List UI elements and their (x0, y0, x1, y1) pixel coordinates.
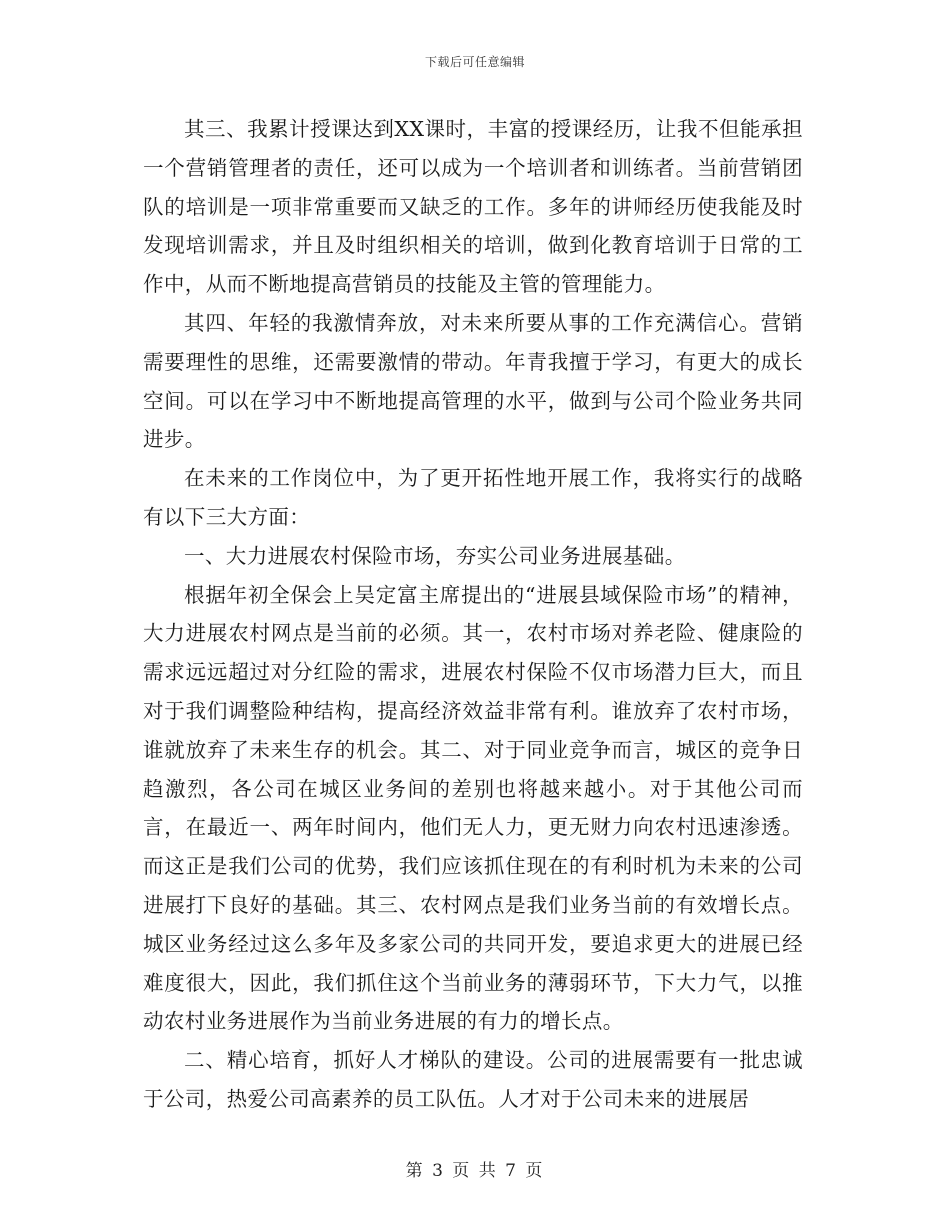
footer-total-pages: 7 (505, 1161, 518, 1181)
page-header: 下载后可任意编辑 (424, 55, 525, 69)
footer-page-number: 3 (432, 1161, 445, 1181)
paragraph-2: 其四、年轻的我激情奔放，对未来所要从事的工作充满信心。营销需要理性的思维，还需要激情的带动。年青我擅于学习，有更大的成长空间。可以在学习中不断地提高管理的水平，做到与公司个险业务共同进步。 (143, 310, 803, 452)
paragraph-1: 其三、我累计授课达到XX课时，丰富的授课经历，让我不但能承担一个营销管理者的责任，还可以成为一个培训者和训练者。当前营销团队的培训是一项非常重要而又缺乏的工作。多年的讲师经历使我能及时发现培训需求，并且及时组织相关的培训，做到化教育培训于日常的工作中，从而不断地提高营销员的技能及主管的管理能力。 (143, 117, 803, 297)
page-footer (0, 1160, 950, 1182)
paragraph-4: 一、大力进展农村保险市场，夯实公司业务进展基础。 (184, 543, 686, 568)
document-body (143, 110, 803, 1119)
paragraph-5: 根据年初全保会上吴定富主席提出的“进展县域保险市场”的精神，大力进展农村网点是当前的必须。其一，农村市场对养老险、健康险的需求远远超过对分红险的需求，进展农村保险不仅市场潜力巨大，而且对于我们调整险种结构，提高经济效益非常有利。谁放弃了农村市场，谁就放弃了未来生存的机会。其二、对于同业竞争而言，城区的竞争日趋激烈，各公司在城区业务间的差别也将越来越小。对于其他公司而言，在最近一、两年时间内，他们无人力，更无财力向农村迅速渗透。而这正是我们公司的优势，我们应该抓住现在的有利时机为未来的公司进展打下良好的基础。其三、农村网点是我们业务当前的有效增长点。城区业务经过这么多年及多家公司的共同开发，要追求更大的进展已经难度很大，因此，我们抓住这个当前业务的薄弱环节，下大力气，以推动农村业务进展作为当前业务进展的有力的增长点。 (143, 582, 803, 1034)
paragraph-3: 在未来的工作岗位中，为了更开拓性地开展工作，我将实行的战略有以下三大方面： (143, 466, 803, 529)
footer-middle: 页 共 (452, 1161, 498, 1181)
footer-suffix: 页 (525, 1161, 545, 1181)
footer-prefix: 第 (405, 1161, 425, 1181)
paragraph-6: 二、精心培育，抓好人才梯队的建设。公司的进展需要有一批忠诚于公司，热爱公司高素养的员工队伍。人才对于公司未来的进展居 (143, 1048, 803, 1111)
